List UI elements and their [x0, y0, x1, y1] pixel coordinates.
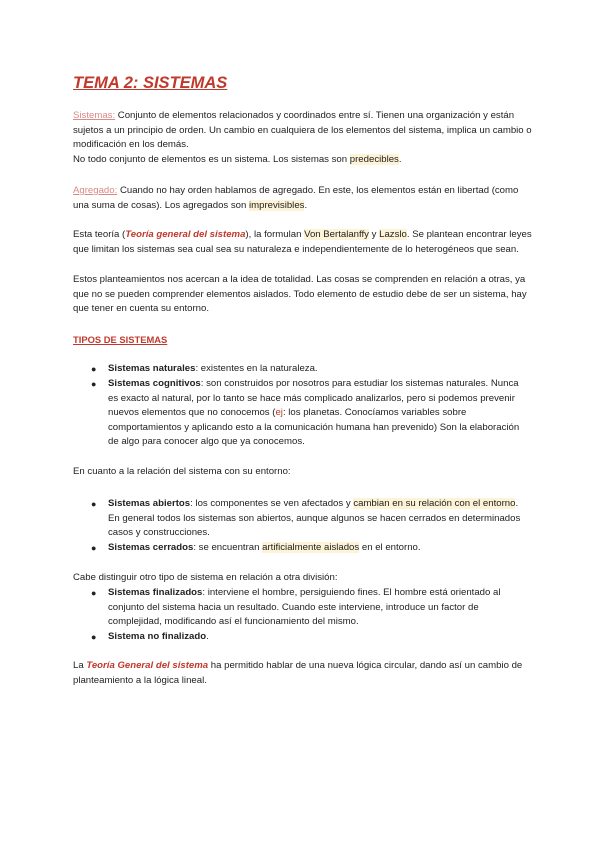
highlight-aislados: artificialmente aislados	[262, 542, 360, 553]
bullet-icon: ●	[91, 588, 97, 598]
page-title: TEMA 2: SISTEMAS	[73, 74, 228, 92]
bullet-icon: ●	[91, 632, 97, 642]
highlight-predecibles: predecibles	[349, 153, 399, 165]
list-item-cognitivos: ● Sistemas cognitivos: son construidos por nosotros para estudiar los sistemas naturales. Nunca es exacto al natural, por lo tanto se hace más complicado analizarlos, pero si podemos prevenir nuevos elementos que no conocemos (ej: los planetas. Conocíamos variables sobre comportamientos y aplicando esto a la comunicación humana han prevenido) Son la elaboración de algo para conocer algo que ya conocemos.	[91, 378, 520, 448]
highlight-cambian: cambian en su relación con el entorno	[353, 498, 516, 509]
paragraph-otra-division: Cabe distinguir otro tipo de sistema en relación a otra división:	[73, 572, 338, 583]
bullet-icon: ●	[91, 499, 97, 509]
highlight-von-bertalanffy: Von Bertalanffy	[304, 229, 369, 240]
bullet-icon: ●	[91, 364, 97, 374]
highlight-lazslo: Lazslo	[379, 229, 407, 240]
teoria-general-italic: Teoría general del sistema	[125, 229, 246, 240]
paragraph-totalidad: Estos planteamientos nos acercan a la idea de totalidad. Las cosas se comprenden en relación a otras, ya que no se pueden comprender elementos aislados. Todo elemento de estudio debe de ser un sistema, hay que tener en cuenta su entorno.	[73, 274, 527, 315]
term-agregado: Agregado:	[73, 185, 118, 196]
list-item-cerrados: ● Sistemas cerrados: se encuentran artificialmente aislados en el entorno.	[91, 541, 531, 556]
term-sistemas: Sistemas:	[73, 110, 116, 121]
bullet-icon: ●	[91, 543, 97, 553]
paragraph-conclusion: La Teoría General del sistema ha permitido hablar de una nueva lógica circular, dando así un cambio de planteamiento a la lógica lineal.	[73, 660, 523, 686]
list-item-finalizados: ● Sistemas finalizados: interviene el hombre, persiguiendo fines. El hombre está orientado al conjunto del sistema hacia un resultado. Cuando este interviene, introduce un factor de complejidad, modificando así el funcionamiento del mismo.	[91, 587, 501, 628]
list-item-no-finalizado: ● Sistema no finalizado.	[91, 630, 531, 645]
ej-label: ej	[275, 407, 283, 419]
highlight-imprevisibles: imprevisibles	[249, 199, 305, 211]
paragraph-teoria: Esta teoría (Teoría general del sistema), la formulan Von Bertalanffy y Lazslo. Se plantean encontrar leyes que limitan los sistemas sea cual sea su naturaleza e independientemente de lo heterogéneos que sean.	[73, 229, 532, 255]
paragraph-sistemas: Sistemas: Conjunto de elementos relacionados y coordinados entre sí. Tienen una organización y están sujetos a un principio de orden. Un cambio en cualquiera de los elementos del sistema, implica un cambio o modificación en los demás. No todo conjunto de elementos es un sistema. Los sistemas son predecibles.	[73, 110, 532, 165]
list-item-abiertos: ● Sistemas abiertos: los componentes se ven afectados y cambian en su relación con el entorno. En general todos los sistemas son abiertos, aunque algunos se hacen cerrados en determinados casos y construcciones.	[91, 498, 521, 539]
paragraph-entorno: En cuanto a la relación del sistema con su entorno:	[73, 466, 291, 477]
teoria-general-italic-2: Teoría General del sistema	[86, 660, 209, 671]
section-title-tipos: TIPOS DE SISTEMAS	[73, 334, 168, 345]
list-item-naturales: ● Sistemas naturales: existentes en la naturaleza.	[91, 362, 531, 377]
paragraph-agregado: Agregado: Cuando no hay orden hablamos de agregado. En este, los elementos están en libertad (como una suma de cosas). Los agregados son imprevisibles.	[73, 185, 519, 211]
bullet-icon: ●	[91, 379, 97, 389]
